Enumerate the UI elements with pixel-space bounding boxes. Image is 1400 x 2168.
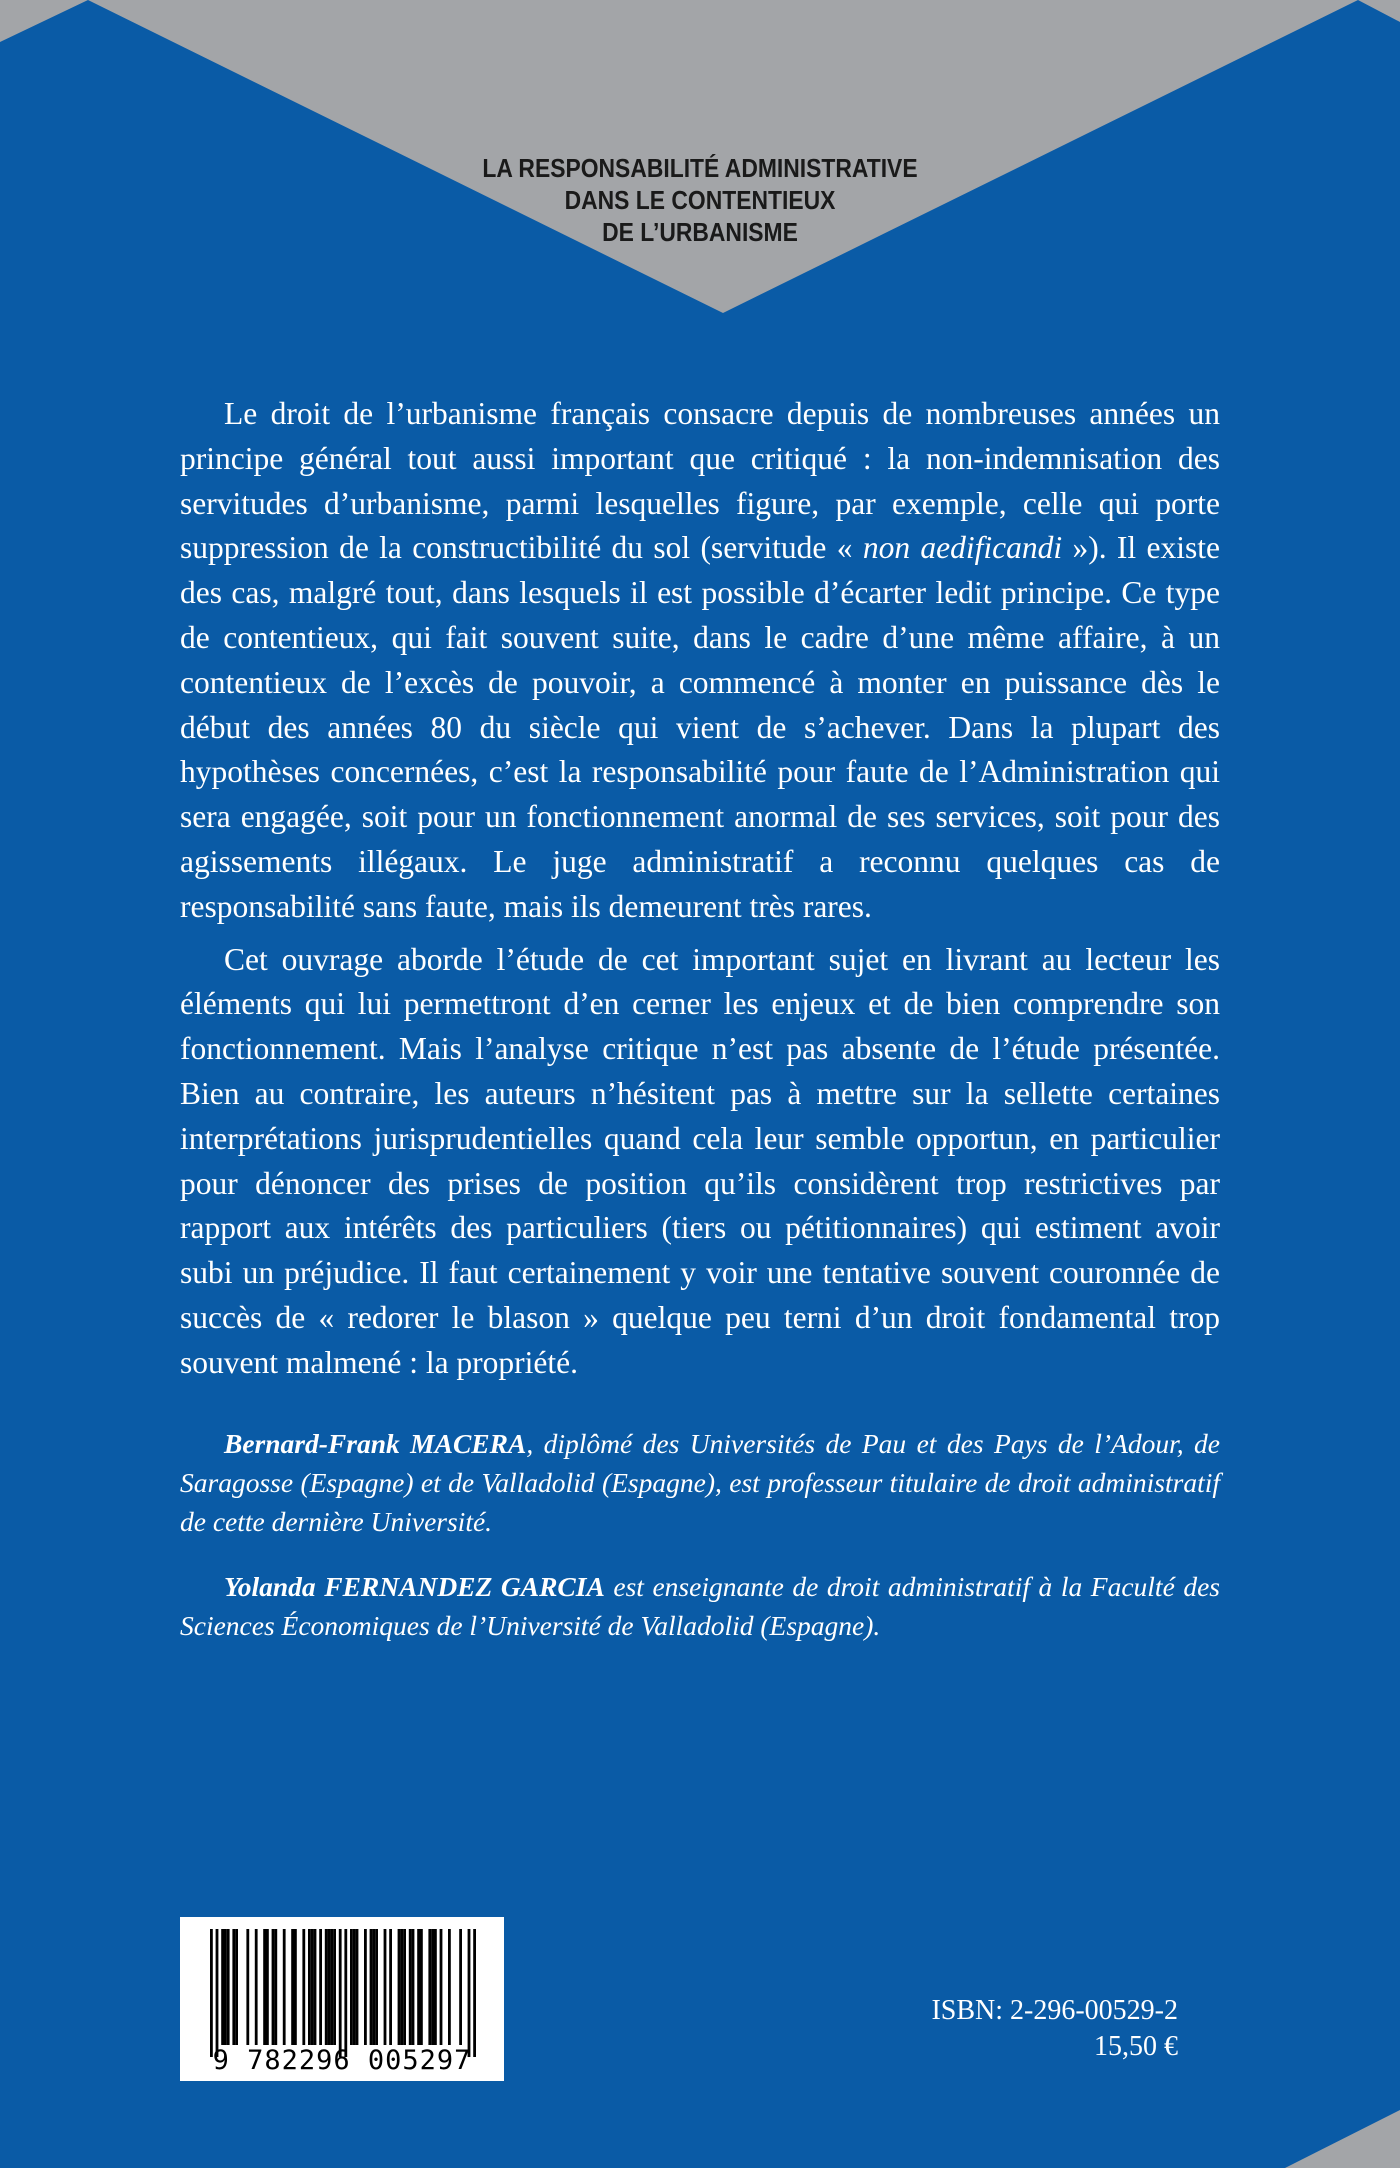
barcode bbox=[180, 1917, 504, 2081]
barcode-bar bbox=[246, 1929, 249, 2045]
barcode-bar bbox=[375, 1929, 378, 2045]
barcode-bar bbox=[417, 1929, 420, 2045]
barcode-bar bbox=[370, 1929, 373, 2045]
barcode-bar bbox=[221, 1929, 224, 2045]
barcode-bar bbox=[364, 1929, 367, 2045]
isbn-price-block bbox=[931, 1993, 1178, 2065]
barcode-digits: 9 782296 005297 bbox=[212, 2045, 472, 2076]
barcode-bar bbox=[459, 1929, 462, 2045]
back-cover-summary bbox=[180, 392, 1220, 1386]
barcode-bar bbox=[255, 1929, 258, 2045]
barcode-bar bbox=[235, 1929, 238, 2045]
summary-text: Le droit de l’urbanisme français consacre depuis de nombreuses années un principe général tout aussi important que critiqué : la non-indemnisation des servitudes d’urbanisme, parmi lesquelles figure, par exemple, celle qui porte suppression de la constructibilité du sol (servitude « bbox=[180, 396, 1220, 566]
author-bio-text: est enseignante de droit administratif à la Faculté des Sciences Économiques de l’Université de Valladolid (Espagne). bbox=[180, 1571, 1220, 1641]
barcode-bar bbox=[384, 1929, 387, 2045]
isbn-number: ISBN: 2-296-00529-2 bbox=[931, 1995, 1178, 2026]
summary-latin-term: non aedificandi bbox=[862, 530, 1063, 566]
barcode-bar bbox=[434, 1929, 437, 2045]
author-bios bbox=[180, 1424, 1220, 1645]
barcode-bar bbox=[412, 1929, 415, 2045]
barcode-bar bbox=[266, 1929, 269, 2045]
barcode-bar bbox=[473, 1929, 476, 2057]
barcode-bar bbox=[308, 1929, 311, 2045]
barcode-bar bbox=[420, 1929, 423, 2045]
title-line-2: DANS LE CONTENTIEUX bbox=[564, 185, 836, 215]
barcode-bar bbox=[389, 1929, 392, 2045]
barcode-bar bbox=[314, 1929, 317, 2045]
summary-paragraph-1 bbox=[180, 392, 1220, 930]
barcode-bar bbox=[216, 1929, 219, 2057]
barcode-bar bbox=[302, 1929, 305, 2045]
barcode-bar bbox=[428, 1929, 431, 2045]
barcode-bar bbox=[356, 1929, 359, 2045]
barcode-bar bbox=[224, 1929, 227, 2045]
author-bio-2 bbox=[180, 1567, 1220, 1645]
barcode-bar bbox=[319, 1929, 322, 2045]
barcode-bar bbox=[448, 1929, 451, 2045]
barcode-bar bbox=[274, 1929, 277, 2045]
barcode-bar bbox=[440, 1929, 443, 2045]
barcode-bar bbox=[210, 1929, 213, 2057]
barcode-bar bbox=[350, 1929, 353, 2045]
author-bio-1 bbox=[180, 1424, 1220, 1541]
barcode-bar bbox=[403, 1929, 406, 2045]
barcode-bar bbox=[400, 1929, 403, 2045]
barcode-bar bbox=[311, 1929, 314, 2045]
barcode-bar bbox=[372, 1929, 375, 2045]
title-line-1: LA RESPONSABILITÉ ADMINISTRATIVE bbox=[482, 153, 918, 183]
barcode-bar bbox=[325, 1929, 328, 2045]
summary-paragraph-2: Cet ouvrage aborde l’étude de cet important sujet en livrant au lecteur les éléments qui lui permettront d’en cerner les enjeux et de bien comprendre son fonctionnement. Mais l’analyse critique n’est pas absente de l’étude présentée. Bien au contraire, les auteurs n’hésitent pas à mettre sur la sellette certaines interprétations jurisprudentielles quand cela leur semble opportun, en particulier pour dénoncer des prises de position qu’ils considèrent trop restrictives par rapport aux intérêts des particuliers (tiers ou pétitionnaires) qui estiment avoir subi un préjudice. Il faut certainement y voir une tentative souvent couronnée de succès de « redorer le blason » quelque peu terni d’un droit fondamental trop souvent malmené : la propriété. bbox=[180, 941, 1220, 1380]
barcode-bar bbox=[291, 1929, 294, 2045]
barcode-bar bbox=[232, 1929, 235, 2045]
barcode-bar bbox=[294, 1929, 297, 2045]
barcode-bar bbox=[330, 1929, 333, 2045]
barcode-bar bbox=[344, 1929, 347, 2057]
barcode-bar bbox=[353, 1929, 356, 2045]
barcode-bar bbox=[339, 1929, 342, 2057]
barcode-bar bbox=[283, 1929, 286, 2045]
price: 15,50 € bbox=[1094, 2031, 1178, 2062]
barcode-bar bbox=[431, 1929, 434, 2045]
barcode-bar bbox=[468, 1929, 471, 2057]
barcode-bar bbox=[272, 1929, 275, 2045]
barcode-bar bbox=[227, 1929, 230, 2045]
title-line-3: DE L’URBANISME bbox=[602, 217, 798, 247]
barcode-bar bbox=[333, 1929, 336, 2045]
author-name: Bernard-Frank MACERA bbox=[224, 1428, 527, 1459]
barcode-bar bbox=[328, 1929, 331, 2045]
author-name: Yolanda FERNANDEZ GARCIA bbox=[224, 1571, 605, 1602]
author-bio-text: , diplômé des Universités de Pau et des Pays de l’Adour, de Saragosse (Espagne) et de Valladolid (Espagne), est professeur titulaire de droit administratif de cette dernière Université. bbox=[180, 1428, 1220, 1537]
barcode-bar bbox=[398, 1929, 401, 2045]
barcode-bar bbox=[409, 1929, 412, 2045]
barcode-bar bbox=[263, 1929, 266, 2045]
book-title bbox=[418, 152, 981, 248]
summary-text: »). Il existe des cas, malgré tout, dans lesquels il est possible d’écarter ledit principe. Ce type de contentieux, qui fait souvent suite, dans le cadre d’une même affaire, à un contentieux de l’excès de pouvoir, a commencé à monter en puissance dès le début des années 80 du siècle qui vient de s’achever. Dans la plupart des hypothèses concernées, c’est la responsabilité pour faute de l’Administration qui sera engagée, soit pour un fonctionnement anormal de ses services, soit pour des agissements illégaux. Le juge administratif a reconnu quelques cas de responsabilité sans faute, mais ils demeurent très rares. bbox=[180, 530, 1220, 924]
